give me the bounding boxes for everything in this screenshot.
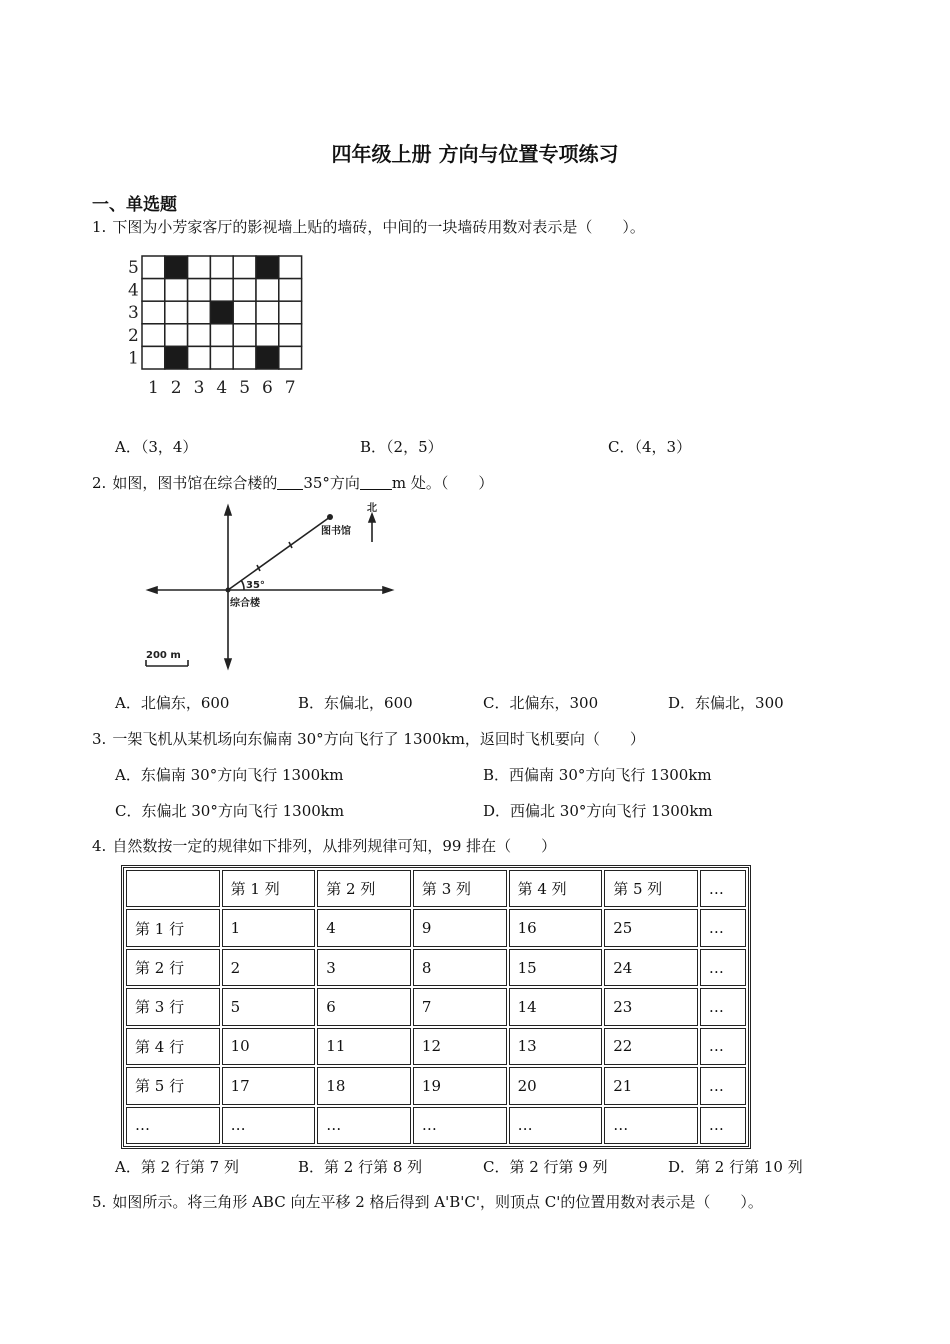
table-row [126,1107,746,1144]
option-b[interactable]: B．第 2 行第 8 列 [298,1158,423,1176]
table-cell: … [413,1107,507,1144]
grid-cell [142,279,165,302]
question-number: 2. [92,474,107,492]
question-text: 下图为小芳家客厅的影视墙上贴的墙砖，中间的一块墙砖用数对表示是（ ）。 [112,218,645,236]
question-4 [92,835,556,856]
table-cell: … [700,909,746,946]
table-cell: 5 [222,988,316,1025]
option-a[interactable]: A．东偏南 30°方向飞行 1300km [115,766,344,784]
table-cell: 16 [509,909,603,946]
question-number: 3. [92,730,107,748]
table-cell: 第 3 列 [413,870,507,907]
grid-cell [256,279,279,302]
question-5 [92,1191,763,1212]
table-cell: 12 [413,1028,507,1065]
question-number: 5. [92,1193,107,1211]
question-text-mid: 35°方向 [303,474,360,492]
library-ray [228,517,330,590]
table-cell: 17 [222,1067,316,1104]
library-label: 图书馆 [321,526,351,537]
angle-arc [241,580,244,590]
table-cell: 8 [413,949,507,986]
table-cell: 15 [509,949,603,986]
grid-cell-shaded [165,256,188,279]
grid-cell [165,324,188,347]
option-c[interactable]: C．北偏东，300 [483,694,599,712]
grid-cell [279,279,302,302]
table-cell: … [604,1107,698,1144]
option-a[interactable]: A．第 2 行第 7 列 [115,1158,239,1176]
north-label: 北 [367,503,377,514]
angle-label: 35° [246,580,265,591]
table-cell: 第 2 列 [317,870,411,907]
grid-col-label: 5 [239,378,251,398]
question-3 [92,728,645,749]
table-cell: 20 [509,1067,603,1104]
arrow-up-icon [225,506,231,515]
option-c[interactable]: C．东偏北 30°方向飞行 1300km [115,802,345,820]
grid-cell [188,256,211,279]
direction-figure [140,500,400,672]
table-cell: … [126,1107,220,1144]
grid-col-label: 6 [262,378,273,398]
grid-cell [279,324,302,347]
grid-col-label: 3 [193,378,205,398]
grid-cell [233,256,256,279]
option-a[interactable]: A．北偏东，600 [115,694,230,712]
grid-cell [210,256,233,279]
table-cell: 22 [604,1028,698,1065]
grid-cell [188,324,211,347]
blank-direction[interactable] [277,475,303,490]
arrow-right-icon [383,587,392,593]
grid-cell [256,301,279,324]
grid-cell [188,346,211,369]
table-cell: 25 [604,909,698,946]
option-d[interactable]: D．东偏北，300 [668,694,784,712]
arrow-down-icon [225,659,231,668]
table-cell: 6 [317,988,411,1025]
table-cell: … [700,1028,746,1065]
grid-row-label: 5 [128,258,139,278]
table-row [126,988,746,1025]
grid-cell [279,256,302,279]
option-d[interactable]: D．第 2 行第 10 列 [668,1158,803,1176]
option-b[interactable]: B．西偏南 30°方向飞行 1300km [483,766,712,784]
question-1 [92,216,645,237]
table-cell: 第 1 行 [126,909,220,946]
table-cell: 3 [317,949,411,986]
table-cell: … [317,1107,411,1144]
table-row [126,1067,746,1104]
table-cell: 21 [604,1067,698,1104]
grid-cell [279,301,302,324]
grid-cell-shaded [210,301,233,324]
grid-cell [142,324,165,347]
number-table [121,865,751,1149]
grid-row-labels [128,258,139,368]
table-cell: 第 2 行 [126,949,220,986]
question-text: 一架飞机从某机场向东偏南 30°方向飞行了 1300km，返回时飞机要向（ ） [112,730,645,748]
table-cell: 1 [222,909,316,946]
table-cell: 第 5 列 [604,870,698,907]
grid-cell [233,324,256,347]
table-cell: … [222,1107,316,1144]
grid-cell [233,346,256,369]
table-cell: 第 5 行 [126,1067,220,1104]
option-c[interactable]: C．（4，3） [608,438,692,456]
grid-cell-shaded [165,346,188,369]
table-cell: 23 [604,988,698,1025]
table-cell: … [700,1107,746,1144]
question-text: 自然数按一定的规律如下排列，从排列规律可知，99 排在（ ） [112,837,557,855]
question-number: 1. [92,218,107,236]
grid-cell [142,346,165,369]
table-cell: … [509,1107,603,1144]
table-header-row [126,870,746,907]
tile-grid-figure [122,252,312,398]
table-cell: … [700,949,746,986]
table-cell: 24 [604,949,698,986]
grid-cell [142,256,165,279]
table-cell: … [700,988,746,1025]
question-text-pre: 如图，图书馆在综合楼的 [112,474,278,492]
option-b[interactable]: B．东偏北，600 [298,694,413,712]
grid-cell-shaded [256,256,279,279]
grid-col-label: 4 [216,378,228,398]
table-cell: 9 [413,909,507,946]
grid-row-label: 4 [128,280,139,301]
table-cell: 7 [413,988,507,1025]
table-cell: 第 4 行 [126,1028,220,1065]
table-row [126,909,746,946]
scale-label: 200 m [146,650,181,661]
question-text-post: m 处。（ ） [391,474,494,492]
table-cell: 2 [222,949,316,986]
grid-cell [165,279,188,302]
grid-cell [142,301,165,324]
grid-cell [165,301,188,324]
grid-cell [256,324,279,347]
table-cell: … [700,870,746,907]
table-cell: 第 4 列 [509,870,603,907]
grid-cell [233,279,256,302]
option-a[interactable]: A．（3，4） [115,438,198,456]
table-row [126,1028,746,1065]
building-point [226,588,231,593]
table-cell: 18 [317,1067,411,1104]
table-cell [126,870,220,907]
grid-cell [233,301,256,324]
table-cell: 14 [509,988,603,1025]
table-cell: 第 3 行 [126,988,220,1025]
building-label: 综合楼 [230,598,260,609]
table-cell: 4 [317,909,411,946]
grid-col-label: 7 [284,378,296,398]
grid-cell-shaded [256,346,279,369]
table-cell: 19 [413,1067,507,1104]
grid-row-label: 2 [128,325,139,346]
page-title: 四年级上册 方向与位置专项练习 [331,142,619,166]
grid-cell [279,346,302,369]
grid-col-labels [148,378,296,398]
table-cell: 第 1 列 [222,870,316,907]
grid-cell [210,324,233,347]
blank-distance[interactable] [360,475,392,490]
question-number: 4. [92,837,107,855]
grid-cell [210,279,233,302]
grid-row-label: 3 [128,303,139,324]
grid-cells [142,256,302,369]
grid-col-label: 2 [170,378,182,398]
grid-cell [210,346,233,369]
grid-cell [188,279,211,302]
option-d[interactable]: D．西偏北 30°方向飞行 1300km [483,802,713,820]
table-cell: 13 [509,1028,603,1065]
grid-row-label: 1 [128,348,139,369]
arrow-left-icon [148,587,157,593]
question-2 [92,472,493,493]
question-text: 如图所示。将三角形 ABC 向左平移 2 格后得到 A'B'C'，则顶点 C'的位置用数对表示是（ ）。 [112,1193,763,1211]
library-point [327,514,333,520]
option-c[interactable]: C．第 2 行第 9 列 [483,1158,608,1176]
table-cell: 11 [317,1028,411,1065]
section-heading: 一、单选题 [92,195,177,215]
north-arrow-icon [369,514,375,522]
table-row [126,949,746,986]
table-cell: 10 [222,1028,316,1065]
grid-col-label: 1 [148,378,159,398]
option-b[interactable]: B．（2，5） [360,438,443,456]
grid-cell [188,301,211,324]
table-cell: … [700,1067,746,1104]
